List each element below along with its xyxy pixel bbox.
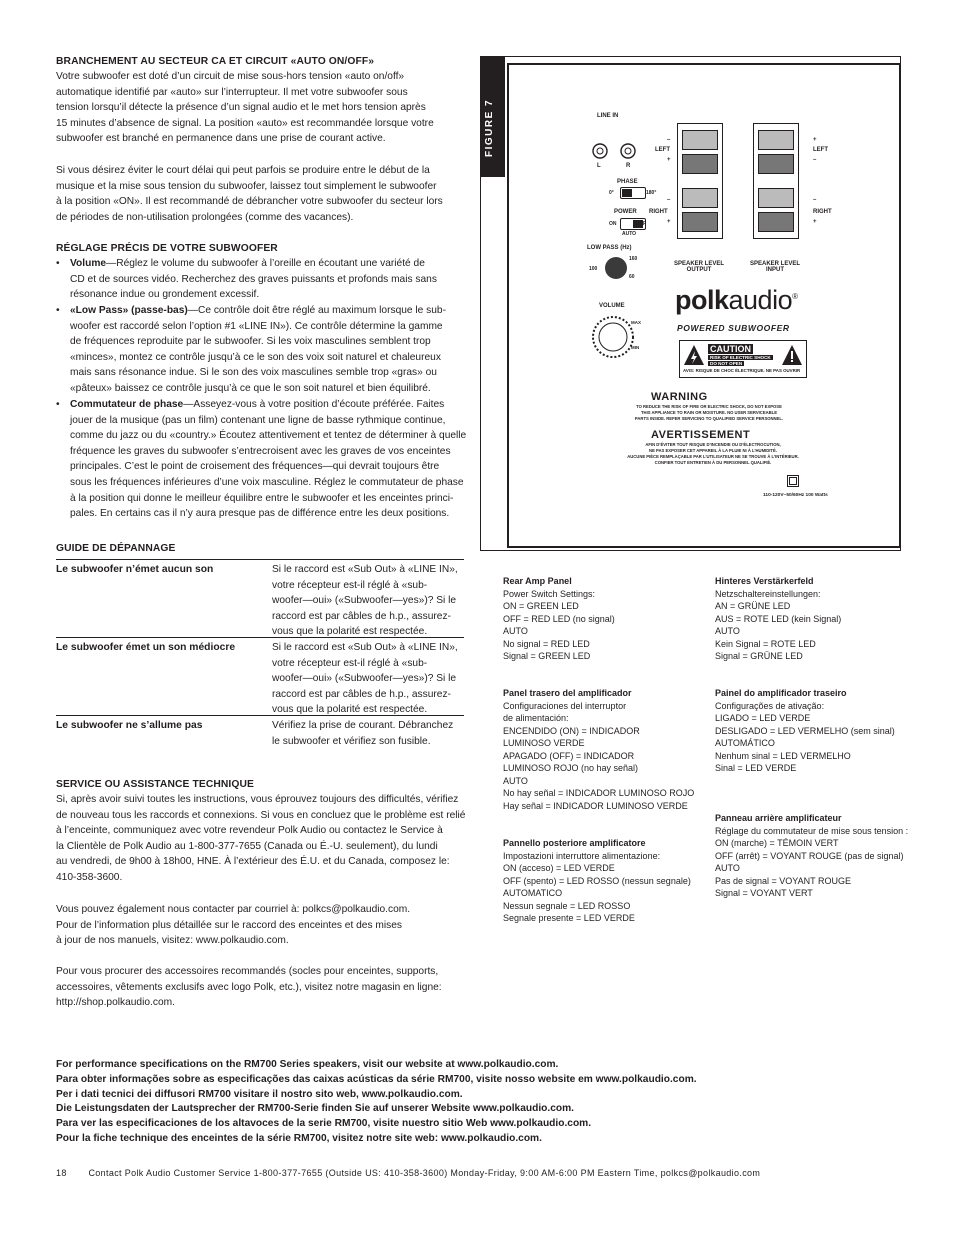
ac-power-paragraph-1: Votre subwoofer est doté d’un circuit de mise sous-hors tension «auto on/off» automatique identifié par «auto» sur l’interrupteur. Il met votre subwoofer sous tension lorsqu’il détecte la présence d’un signal audio et le met hors tension après 15 minutes d’absence de signal. La position «auto» est recommandée lorsque votre subwoofer est branché en permanence dans une prise de courant active. [56, 71, 434, 145]
section-title-service: SERVICE OU ASSISTANCE TECHNIQUE [56, 779, 255, 790]
low-pass-knob[interactable] [605, 257, 627, 279]
figure-label: FIGURE 7 [484, 98, 495, 157]
section-title-fine-tuning: RÉGLAGE PRÉCIS DE VOTRE SUBWOOFER [56, 243, 278, 254]
bullet-volume: • Volume—Réglez le volume du subwoofer à l’oreille en écoutant une variété de CD et de sources vidéo. Recherchez des graves puissants et profonds mais sans résonance indue ou grondement excessif. [56, 258, 437, 301]
avertissement-title: AVERTISSEMENT [651, 429, 751, 441]
section-title-ac-power: BRANCHEMENT AU SECTEUR CA ET CIRCUIT «AUTO ON/OFF» [56, 56, 375, 67]
website-notes: For performance specifications on the RM700 Series speakers, visit our website at www.polkaudio.com. Para obter informações sobre as especificações das caixas acústicas da série RM700, visite nosso website em www.polkaudio.com. Per i dati tecnici dei diffusori RM700 visitare il nostro sito web, www.polkaudio.com. Die Leistungsdaten der Lautsprecher der RM700-Serie finden Sie auf unserer Website www.polkaudio.com. Para ver las especificaciones de los altavoces de la serie RM700, visite nuestro sitio Web www.polkaudio.com. Pour la fiche technique des enceintes de la série RM700, visitez notre site web: www.polkaudio.com. [56, 1059, 697, 1144]
low-pass-label: LOW PASS (Hz) [587, 245, 632, 251]
out-left-label: LEFT [655, 147, 670, 153]
polk-audio-logo: polkaudio® [675, 285, 798, 315]
caution-french: AVIS: RISQUE DE CHOC ÉLECTRIQUE. NE PAS OUVRIR [683, 368, 801, 373]
service-paragraph-1: Si, après avoir suivi toutes les instructions, vous éprouvez toujours des difficultés, vérifiez de nouveau tous les raccords et connexions. Si vous en concluez que le problème est relié à l’enceinte, communiquez avec votre revendeur Polk Audio ou contactez le Service à la Clientèle de Polk Audio au 1-800-377-7655 (Canada ou É.-U. seulement), du lundi au vendredi, de 9h00 à 18h00, HNE. À l’extérieur des É.U. et du Canada, composez le: 410-358-3600. [56, 794, 466, 883]
rca-jacks-icon [591, 141, 651, 163]
settings-painel-amplificador: Painel do amplificador traseiro Configurações de ativação: LIGADO = LED VERDE DESLIGADO = LED VERMELHO (sem sinal) AUTOMÁTICO Nenhum sinal = LED VERMELHO Sinal = LED VERDE [715, 688, 895, 773]
power-label: POWER [614, 209, 637, 215]
phase-label: PHASE [617, 179, 638, 185]
footer-contact: Contact Polk Audio Customer Service 1-800-377-7655 (Outside US: 410-358-3600) Monday-Friday, 9:00 AM-6:00 PM Eastern Time, polkcs@polkaudio.com [88, 1168, 761, 1178]
exclamation-hazard-icon [781, 344, 803, 366]
line-in-label: LINE IN [597, 113, 619, 119]
trouble-row [56, 559, 464, 638]
settings-panel-trasero: Panel trasero del amplificador Configuraciones del interruptor de alimentación: ENCENDIDO (ON) = INDICADOR LUMINOSO VERDE APAGADO (OFF) = INDICADOR LUMINOSO ROJO (no hay señal) AUTO No hay señal = INDICADOR LUMINOSO ROJO Hay señal = INDICADOR LUMINOSO VERDE [503, 688, 695, 811]
in-left-minus: – [813, 157, 817, 163]
trouble-problem: Le subwoofer ne s’allume pas [56, 720, 203, 731]
trouble-solution: Si le raccord est «Sub Out» à «LINE IN», votre récepteur est-il réglé à «sub- woofer—oui» («Subwoofer—yes»)? Si le raccord est par câbles de h.p., assurez- vous que la polarité est respectée. [272, 642, 458, 716]
section-title-troubleshooting: GUIDE DE DÉPANNAGE [56, 543, 176, 554]
power-auto-label: AUTO [622, 231, 637, 237]
ac-power-paragraph-2: Si vous désirez éviter le court délai qui peut parfois se produire entre le début de la musique et la mise sous tension du subwoofer, laissez tout simplement le subwoofer à la position «ON». Il est recommandé de débrancher votre subwoofer du secteur lors de périodes de non-utilisation prolongées (comme des vacances). [56, 165, 443, 223]
in-right-minus: – [813, 197, 817, 203]
warning-title: WARNING [651, 391, 708, 403]
out-left-plus: + [667, 157, 671, 163]
low-pass-160-label: 160 [629, 256, 638, 262]
caution-do-not-open: DO NOT OPEN [710, 361, 743, 366]
power-off-label: OFF [636, 221, 646, 227]
avertissement-text: AFIN D’ÉVITER TOUT RISQUE D’INCENDIE OU D’ÉLECTROCUTION, NE PAS EXPOSER CET APPAREIL À LA PLUIE NI À L’HUMIDITÉ. AUCUNE PIÈCE REMPLAÇABLE PAR L’UTILISATEUR NE SE TROUVE À L’INTÉRIEUR. CONFIER TOUT ENTRETIEN À DU PERSONNEL QUALIFIÉ. [627, 442, 799, 465]
settings-panneau-arriere: Panneau arrière amplificateur Réglage du commutateur de mise sous tension : ON (marche) = TÉMOIN VERT OFF (arrêt) = VOYANT ROUGE (pas de signal) AUTO Pas de signal = VOYANT ROUGE Signal = VOYANT VERT [715, 813, 909, 898]
warning-text: TO REDUCE THE RISK OF FIRE OR ELECTRIC SHOCK, DO NOT EXPOSE THIS APPLIANCE TO RAIN OR MOISTURE. NO USER SERVICEABLE PARTS INSIDE. REFER SERVICING TO QUALIFIED SERVICE PERSONNEL. [634, 404, 784, 421]
power-rating: 110-120V~50/60Hz 100 Watts [763, 493, 828, 498]
settings-pannello-posteriore: Pannello posteriore amplificatore Impostazioni interruttore alimentazione: ON (acceso) = LED VERDE OFF (spento) = LED ROSSO (nessun segnale) AUTOMATICO Nessun segnale = LED ROSSO Segnale presente = LED VERDE [503, 838, 691, 923]
settings-rear-amp-panel: Rear Amp Panel Power Switch Settings: ON = GREEN LED OFF = RED LED (no signal) AUTO No signal = RED LED Signal = GREEN LED [503, 576, 615, 661]
page-footer [56, 1168, 760, 1178]
double-insulation-icon [787, 475, 799, 487]
volume-knob-icon[interactable] [591, 315, 635, 359]
phase-switch[interactable] [620, 187, 646, 199]
bullet-low-pass: • «Low Pass» (passe-bas)—Ce contrôle doit être réglé au maximum lorsque le sub- woofer est raccordé selon l’option #1 «LINE IN»). Ce contrôle détermine la gamme de fréquences reproduite par le subwoofer. Si les voix masculines semblent trop «minces», montez ce contrôle jusqu’à ce le son des voix soit naturel et chaleureux mais sans résonance indue. Si le son des voix masculines semble trop «gras» ou «pâteux» baissez ce contrôle jusqu’à ce que le son soit naturel et bien équilibré. [56, 305, 446, 394]
low-pass-60-label: 60 [629, 274, 635, 280]
speaker-output-terminals [677, 123, 723, 239]
trouble-problem: Le subwoofer n’émet aucun son [56, 564, 214, 575]
electric-hazard-icon [683, 344, 705, 366]
volume-label: VOLUME [599, 303, 625, 309]
caution-risk: RISK OF ELECTRIC SHOCK [710, 355, 771, 360]
caution-title: CAUTION [710, 344, 751, 354]
in-left-label: LEFT [813, 147, 828, 153]
speaker-input-label: SPEAKER LEVEL INPUT [749, 261, 800, 273]
page-number: 18 [56, 1168, 67, 1178]
service-paragraph-3: Pour vous procurer des accessoires recommandés (socles pour enceintes, supports, accessoires, vêtements exclusifs avec logo Polk, etc.), visitez notre magasin en ligne: http://shop.polkaudio.com. [56, 966, 442, 1009]
out-right-plus: + [667, 219, 671, 225]
out-left-minus: – [667, 137, 671, 143]
settings-hinteres-verstaerkerfeld: Hinteres Verstärkerfeld Netzschaltereinstellungen: AN = GRÜNE LED AUS = ROTE LED (kein Signal) AUTO Kein Signal = ROTE LED Signal = GRÜNE LED [715, 576, 842, 661]
volume-min-label: MIN [631, 345, 640, 350]
service-paragraph-2: Vous pouvez également nous contacter par courriel à: polkcs@polkaudio.com. Pour de l’information plus détaillée sur le raccord des enceintes et des mises à jour de nos manuels, visitez: www.polkaudio.com. [56, 904, 411, 947]
jack-r-label: R [626, 163, 631, 169]
caution-label [679, 340, 807, 378]
figure-label-bar [481, 57, 505, 177]
power-on-label: ON [609, 221, 617, 227]
trouble-solution: Si le raccord est «Sub Out» à «LINE IN», votre récepteur est-il réglé à «sub- woofer—oui» («Subwoofer—yes»)? Si le raccord est par câbles de h.p., assurez- vous que la polarité est respectée. [272, 564, 458, 638]
speaker-output-label: SPEAKER LEVEL OUTPUT [673, 261, 724, 273]
in-right-label: RIGHT [813, 209, 832, 215]
speaker-input-terminals [753, 123, 799, 239]
volume-max-label: MAX [631, 320, 641, 325]
out-right-minus: – [667, 197, 671, 203]
trouble-solution: Vérifiez la prise de courant. Débranchez le subwoofer et vérifiez son fusible. [272, 720, 454, 747]
in-right-plus: + [813, 219, 817, 225]
powered-subwoofer-label: POWERED SUBWOOFER [677, 323, 790, 333]
in-left-plus: + [813, 137, 817, 143]
bullet-phase: • Commutateur de phase—Asseyez-vous à votre position d’écoute préférée. Faites jouer de la musique (pas un film) contenant une ligne de basse rythmique continue, comme du jazz ou du «country.» Écoutez attentivement et tentez de déterminer à quelle fréquence les graves du subwoofer s’entrecroisent avec les graves de vos enceintes principales. C’est le point de croisement des fréquences—qui devrait toujours être sous les fréquences inférieures d’une voix masculine. Réglez le commutateur de phase à la position qui donne le meilleur équilibre entre le subwoofer et les enceintes princi- pales. En certains cas il n’y aura presque pas de différence entre les deux positions. [56, 399, 467, 520]
trouble-row [56, 715, 464, 750]
phase-180-label: 180° [646, 190, 657, 196]
trouble-row [56, 637, 464, 716]
trouble-problem: Le subwoofer émet un son médiocre [56, 642, 236, 653]
figure-rear-panel [480, 56, 901, 551]
low-pass-100-label: 100 [589, 266, 598, 272]
amp-panel [507, 63, 901, 548]
jack-l-label: L [597, 163, 601, 169]
phase-0-label: 0° [609, 190, 614, 196]
out-right-label: RIGHT [649, 209, 668, 215]
